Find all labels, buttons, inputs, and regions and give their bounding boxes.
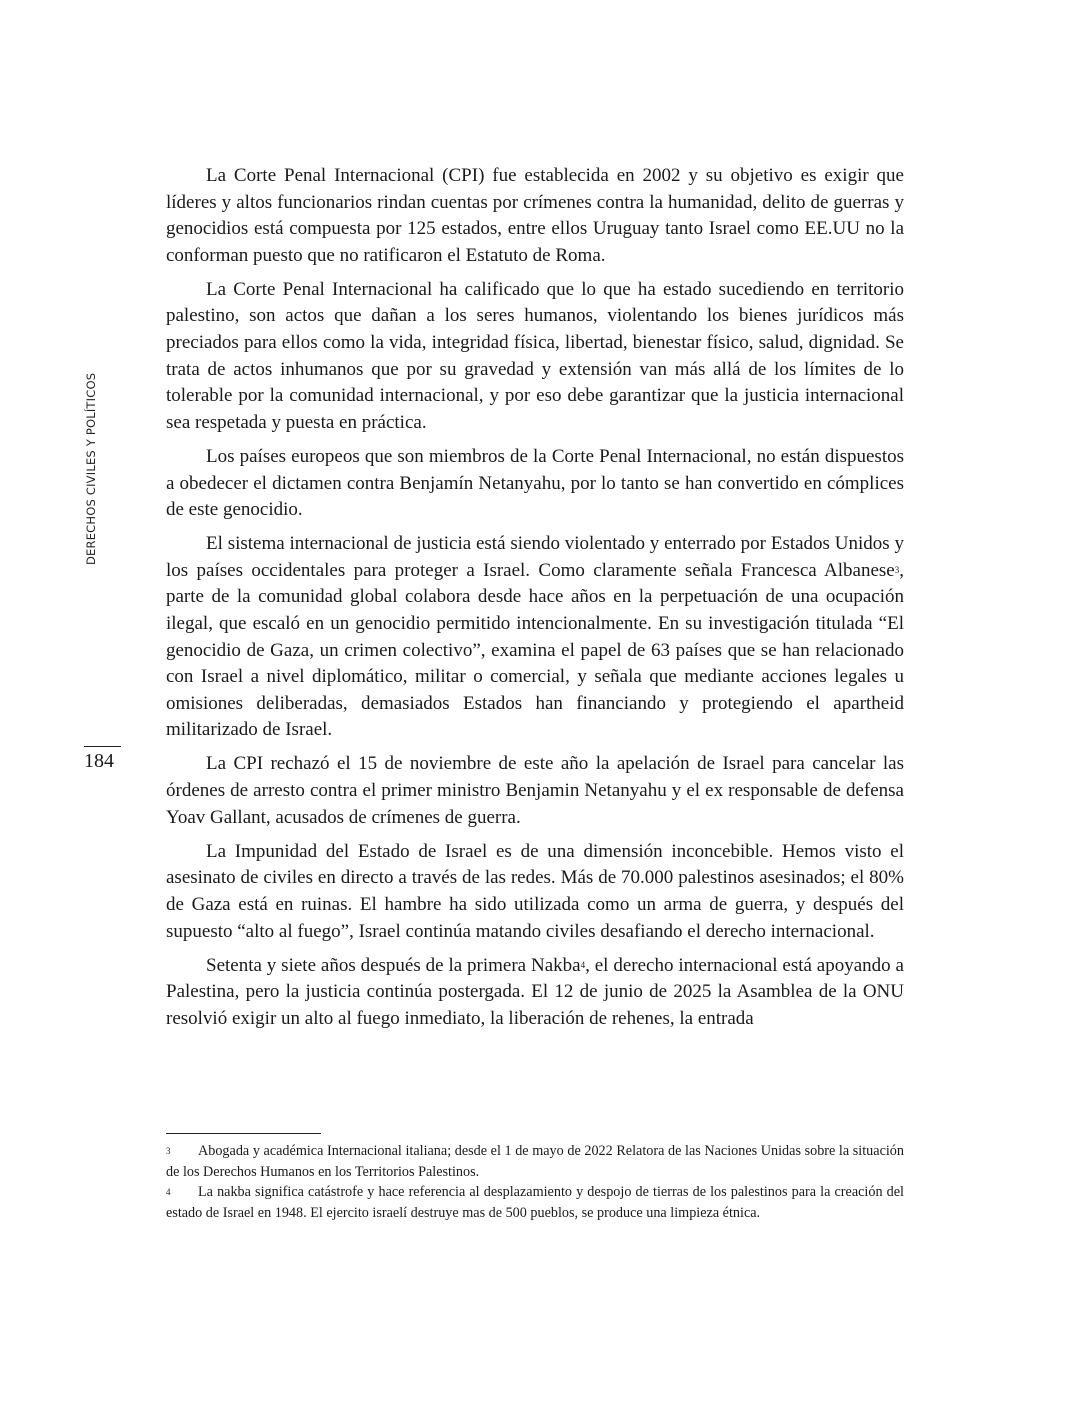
page-number: 184 xyxy=(84,750,114,772)
paragraph-text: El sistema internacional de justicia está siendo violentado y enterrado por Estados Unidos y los países occidentales para proteger a Israel. Como claramente señala Francesca Albanese xyxy=(166,533,904,581)
paragraph: La Corte Penal Internacional ha calificado que lo que ha estado sucediendo en territorio palestino, son actos que dañan a los seres humanos, violentando los bienes jurídicos más preciados para ellos como la vida, integridad física, libertad, bienestar físico, salud, dignidad. Se trata de actos inhumanos que por su gravedad y extensión van más allá de los límites de lo tolerable por la comunidad internacional, y por eso debe garantizar que la justicia internacional sea respetada y puesta en práctica. xyxy=(166,278,904,433)
body-text xyxy=(166,163,904,1040)
footnote xyxy=(166,1182,904,1223)
paragraph: La Impunidad del Estado de Israel es de una dimensión inconcebible. Hemos visto el asesinato de civiles en directo a través de las redes. Más de 70.000 palestinos asesinados; el 80% de Gaza está en ruinas. El hambre ha sido utilizada como un arma de guerra, y después del supuesto “alto al fuego”, Israel continúa matando civiles desafiando el derecho internacional. xyxy=(166,840,904,942)
page-number-rule xyxy=(84,746,121,747)
footnote-text: Abogada y académica Internacional italiana; desde el 1 de mayo de 2022 Relatora de las Naciones Unidas sobre la situación de los Derechos Humanos en los Territorios Palestinos. xyxy=(166,1143,904,1180)
paragraph: La Corte Penal Internacional (CPI) fue establecida en 2002 y su objetivo es exigir que líderes y altos funcionarios rindan cuentas por crímenes contra la humanidad, delito de guerras y genocidios está compuesta por 125 estados, entre ellos Uruguay tanto Israel como EE.UU no la conforman puesto que no ratificaron el Estatuto de Roma. xyxy=(166,165,904,266)
footnote xyxy=(166,1141,904,1182)
paragraph: Los países europeos que son miembros de la Corte Penal Internacional, no están dispuestos a obedecer el dictamen contra Benjamín Netanyahu, por lo tanto se han convertido en cómplices de este genocidio. xyxy=(166,445,904,521)
footnote-reference[interactable]: 4 xyxy=(580,959,586,970)
running-head: DERECHOS CIVILES Y POLÍTICOS xyxy=(84,372,98,565)
footnote-text: La nakba significa catástrofe y hace referencia al desplazamiento y despojo de tierras de los palestinos para la creación del estado de Israel en 1948. El ejercito israelí destruye mas de 500 pueblos, se produce una limpieza étnica. xyxy=(166,1184,904,1221)
paragraph-text: , parte de la comunidad global colabora desde hace años en la perpetuación de una ocupación ilegal, que escaló en un genocidio permitido intencionalmente. En su investigación titulada “El genocidio de Gaza, un crimen colectivo”, examina el papel de 63 países que se han relacionado con Israel a nivel diplomático, militar o comercial, y señala que mediante acciones legales u omisiones deliberadas, demasiados Estados han financiando y protegiendo el apartheid militarizado de Israel. xyxy=(166,559,904,741)
footnote-reference[interactable]: 3 xyxy=(894,564,900,575)
paragraph-text: Setenta y siete años después de la primera Nakba xyxy=(206,954,581,976)
paragraph xyxy=(166,953,904,1033)
footnote-mark: 3 xyxy=(166,1146,171,1156)
paragraph xyxy=(166,531,904,744)
footnotes xyxy=(166,1141,904,1223)
footnote-separator xyxy=(166,1133,321,1134)
footnote-mark: 4 xyxy=(166,1187,171,1197)
paragraph: La CPI rechazó el 15 de noviembre de este año la apelación de Israel para cancelar las órdenes de arresto contra el primer ministro Benjamin Netanyahu y el ex responsable de defensa Yoav Gallant, acusados de crímenes de guerra. xyxy=(166,753,904,828)
paragraph-text: , el derecho internacional está apoyando a Palestina, pero la justicia continúa postergada. El 12 de junio de 2025 la Asamblea de la ONU resolvió exigir un alto al fuego inmediato, la liberación de rehenes, la entrada xyxy=(166,954,904,1029)
